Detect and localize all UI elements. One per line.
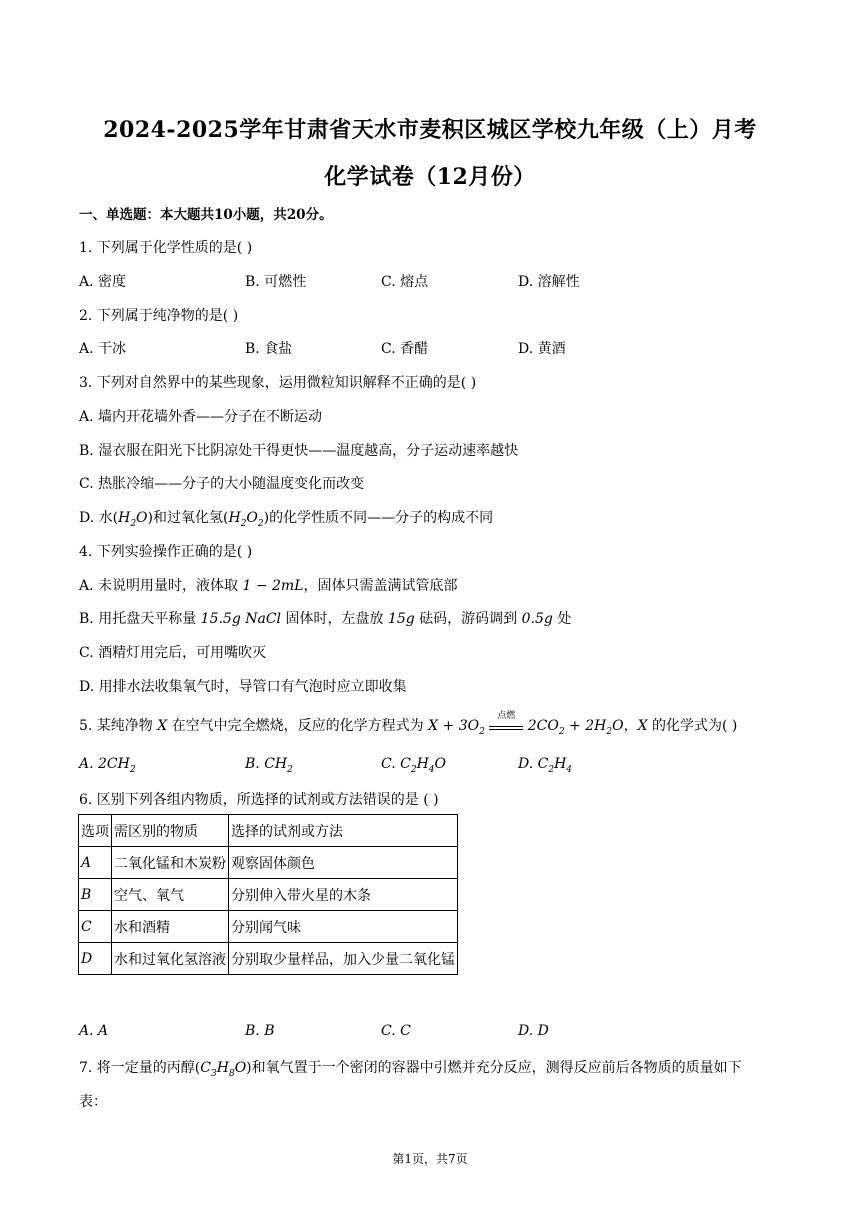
q3-option-b: B. 湿衣服在阳光下比阴凉处干得更快——温度越高，分子运动速率越快 <box>79 443 519 459</box>
q2-option-b: B. 食盐 <box>245 341 293 357</box>
table-header-cell: 需区别的物质 <box>112 815 229 847</box>
table-header-row <box>79 815 458 847</box>
question-7-stem-line2: 表： <box>79 1094 107 1110</box>
question-6-stem: 6. 区别下列各组内物质，所选择的试剂或方法错误的是 ( ) <box>79 792 439 808</box>
table-row <box>79 943 458 975</box>
table-cell: 水和过氧化氢溶液 <box>112 943 229 975</box>
exam-title-line1: 2024-2025学年甘肃省天水市麦积区城区学校九年级（上）月考 <box>103 117 757 143</box>
q3-option-a: A. 墙内开花墙外香——分子在不断运动 <box>79 409 323 425</box>
question-4-stem: 4. 下列实验操作正确的是( ) <box>79 544 253 560</box>
table-cell: 分别闻气味 <box>229 911 458 943</box>
table-header-cell: 选择的试剂或方法 <box>229 815 458 847</box>
table-row <box>79 847 458 879</box>
question-3-stem: 3. 下列对自然界中的某些现象，运用微粒知识解释不正确的是( ) <box>79 375 477 391</box>
q6-option-a: A. A <box>79 1023 109 1039</box>
table-header-cell: 选项 <box>79 815 112 847</box>
q1-option-c: C. 熔点 <box>381 274 429 290</box>
q3-option-c: C. 热胀冷缩——分子的大小随温度变化而改变 <box>79 476 365 492</box>
q4-option-a: A. 未说明用量时，液体取 1 − 2mL，固体只需盖满试管底部 <box>79 578 458 594</box>
exam-title-line2: 化学试卷（12月份） <box>324 164 536 190</box>
table-cell: B <box>79 879 112 911</box>
table-cell: 二氧化锰和木炭粉 <box>112 847 229 879</box>
table-cell: A <box>79 847 112 879</box>
q5-option-d: D. $C_2H_4$ <box>518 756 573 775</box>
table-cell: D <box>79 943 112 975</box>
q6-option-b: B. B <box>245 1023 275 1039</box>
reaction-condition: 点燃 <box>489 720 523 730</box>
q1-option-d: D. 溶解性 <box>518 274 580 290</box>
q1-option-a: A. 密度 <box>79 274 127 290</box>
q6-option-c: C. C <box>381 1023 411 1039</box>
q6-options-table <box>78 814 458 975</box>
q2-option-d: D. 黄酒 <box>518 341 566 357</box>
table-cell: 空气、氧气 <box>112 879 229 911</box>
q4-option-b: B. 用托盘天平称量 15.5g NaCl 固体时，左盘放 15g 砝码，游码调到 0.5g 处 <box>79 611 572 627</box>
question-7-stem: 7. 将一定量的丙醇$(C_3H_8O)$和氧气置于一个密闭的容器中引燃并充分反应，测得反应前后各物质的质量如下 <box>79 1060 742 1079</box>
table-cell: 分别取少量样品，加入少量二氧化锰 <box>229 943 458 975</box>
question-5-stem: 5. 某纯净物 X 在空气中完全燃烧，反应的化学方程式为 $X + 3O_2$ 点燃 $2CO_2 + 2H_2O$，X 的化学式为( ) <box>79 711 738 737</box>
q5-option-a: A. $2CH_2$ <box>79 756 136 775</box>
q1-option-b: B. 可燃性 <box>245 274 307 290</box>
section-heading: 一、单选题：本大题共10小题，共20分。 <box>79 207 333 223</box>
q4-option-c: C. 酒精灯用完后，可用嘴吹灭 <box>79 645 267 661</box>
table-cell: 观察固体颜色 <box>229 847 458 879</box>
table-cell: C <box>79 911 112 943</box>
page-footer: 第1页，共7页 <box>392 1152 468 1166</box>
table-row <box>79 911 458 943</box>
q3-option-d: D. 水$(H_2O)$和过氧化氢$(H_2O_2)$的化学性质不同——分子的构成不同 <box>79 510 494 529</box>
q2-option-a: A. 干冰 <box>79 341 127 357</box>
q5-option-b: B. $CH_2$ <box>245 756 293 775</box>
q2-option-c: C. 香醋 <box>381 341 429 357</box>
q4-option-d: D. 用排水法收集氧气时，导管口有气泡时应立即收集 <box>79 679 407 695</box>
q6-option-d: D. D <box>518 1023 549 1039</box>
question-2-stem: 2. 下列属于纯净物的是( ) <box>79 308 239 324</box>
table-cell: 分别伸入带火星的木条 <box>229 879 458 911</box>
q5-option-c: C. $C_2H_4O$ <box>381 756 446 775</box>
table-row <box>79 879 458 911</box>
question-1-stem: 1. 下列属于化学性质的是( ) <box>79 240 253 256</box>
table-cell: 水和酒精 <box>112 911 229 943</box>
